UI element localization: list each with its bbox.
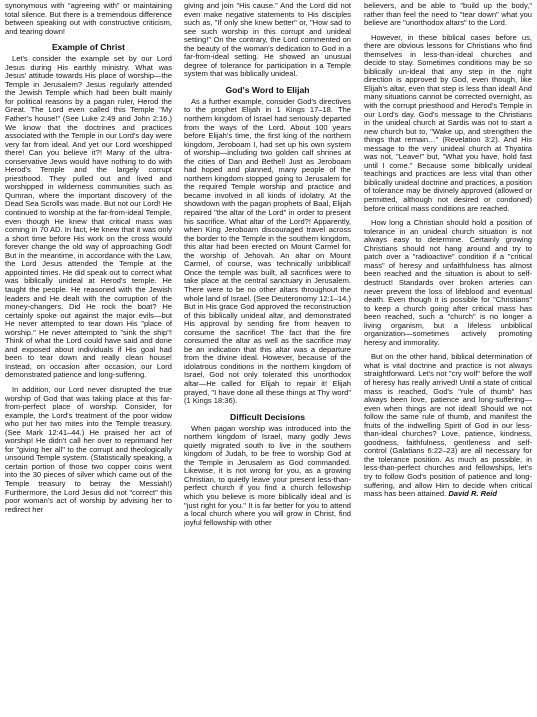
author-signature: David R. Reid: [448, 489, 497, 499]
body-paragraph: When pagan worship was introduced into the northern kingdom of Israel, many godly Jews quietly migrated south to live in the southern kingdom of Judah, to be free to worship God at the Temple in Jerusalem as God commanded. Likewise, it is not wrong for you, as a growing Christian, to quietly leave your present less-than-perfect church if you find a church fellowship which you believe is more biblically ideal and is "just right for you." It is far better for you to attend a local church where you will grow in Christ, find joyful fellowship with other: [184, 423, 351, 527]
column-middle: [184, 2, 351, 715]
body-paragraph: However, in these biblical cases before us, there are obvious lessons for Christians who find themselves in less-than-ideal churches and decide to stay. Sometimes conditions may be so biblically un-ideal that any step in the right direction is approved by God, even though, like Elijah's altar, even that step is less than ideal! And many situations cannot be corrected overnight, as with the corrupt priesthood and Herod's Temple in our Lord's day. God's message to the Christians in the unideal church at Sardis was not to start a new church but to, "Wake up, and strengthen the things that remain…" (Revelation 3:2). And His message to the very unideal church at Thyatira was not, "Leave!" but, "What you have, hold fast until I come." Because some biblically unideal teachings and practices are less vital than other biblically unideal doctrine and practices, a position of tolerance may be divinely approved (allowed or permitted, although not desired or condoned) before critical mass conditions are reached.: [364, 32, 532, 213]
body-paragraph: Let's consider the example set by our Lord Jesus during His earthly ministry. What was Jesus' attitude towards His place of worship—the Temple in Jerusalem? Jesus regularly attended the Jewish Temple which had been built mainly for political reasons by a pagan ruler, Herod the Great. The Lord even called this Temple "My Father's house!" (See Luke 2:49 and John 2:16.) We know that the doctrines and practices associated with the Temple in our Lord's day were very far from ideal. And yet our Lord worshipped there! Can you believe it?! Many of the ultra-conservative Jews would have nothing to do with Herod's Temple and the largely corrupt priesthood. They pulled out and lived and worshipped in wilderness communities such as Qumran, where the important discovery of the Dead Sea Scrolls was made. But not our Lord! He continued to worship at the far-from-ideal Temple, even though He knew that critical mass was coming in 70 AD. In fact, He knew that it was only a short time before His work on the cross would forever change the old way of approaching God! But in the meantime, in accordance with the Law, the Lord Jesus attended the Temple at the appointed times. He did speak out to correct what was biblically unideal at Herod's temple. He taught the people. He reasoned with the Jewish leaders and He dealt with the corruption of the money-changers. Did He rock the boat? He certainly spoke out against the major evils—but He never attempted to tear down His "place of worship." He never attempted to "sink the ship"! Think of what the Lord could have said and done and exposed about individuals if His goal had been to tear down and really clean house! Instead, on occasion after occasion, our Lord demonstrated patience and long-suffering.: [5, 54, 172, 380]
column-right: [364, 2, 532, 715]
body-paragraph: In addition, our Lord never disrupted the true worship of God that was taking place at this far-from-perfect place of worship. Consider, for example, the Lord's treatment of the poor widow who put her two mites into the Temple treasury. (See Mark 12:41–44.) He praised her act of worship! He didn't call her over to reprimand her for "giving her all" to the corrupt and theologically unsound Temple system. (Statistically speaking, a certain portion of those two copper coins went into the 30 pieces of silver which came out of the Temple treasury to betray the Messiah!) Furthermore, the Lord Jesus did not "correct" this poor woman's act of worship by advising her to redirect her: [5, 384, 172, 514]
body-paragraph: believers, and be able to "build up the body," rather than feel the need to "tear down" what you believe are "unorthodox altars" to the Lord.: [364, 2, 532, 28]
section-heading-gods-word-to-elijah: God's Word to Elijah: [225, 84, 310, 95]
intro-paragraph: synonymous with "agreeing with" or maintaining total silence. But there is a tremendous difference between speaking out with constructive criticism, and tearing down!: [5, 2, 172, 36]
body-paragraph: As a further example, consider God's directives to the prophet Elijah in 1 Kings 17–18. The northern kingdom of Israel had seriously departed from the ways of the Lord. About 100 years before Elijah's time, the first king of the northern kingdom, Jeroboam I, had set up his own system of worship—including two golden calf shrines at the cities of Dan and Bethel! Just as Jeroboam had hoped and planned, many people of the northern kingdom stopped going to Jerusalem for the required Temple worship and practice and became involved in all kinds of idolatry. At the showdown with the pagan prophets of Baal, Elijah repaired "the altar of the Lord" in order to present his sacrifice. What altar of the Lord?! Apparently, when King Jeroboam discouraged travel across the border to the Temple in the southern kingdom, this altar had been erected on Mount Carmel for the worship of Jehovah. An altar on Mount Carmel, of course, was technically unbiblical! Once the temple was built, all sacrifices were to take place at the central sanctuary in Jerusalem. There were to be no other altars throughout the whole land of Israel. (See Deuteronomy 12:1–14.) But in His grace God approved the reconstruction of this biblically unideal altar, and demonstrated His approval by sending fire from heaven to consume the sacrifice! The fact that the fire consumed the altar as well as the sacrifice may be an indication that this altar was a departure from the divine ideal. However, because of the idolatrous conditions in the northern kingdom of Israel, God not only tolerated this unorthodox altar—He called for Elijah to repair it! Elijah prayed, "I have done all these things at Thy word" (1 Kings 18:36).: [184, 96, 351, 406]
body-paragraph-final: [364, 353, 532, 498]
final-paragraph-text: But on the other hand, biblical determination of what is vital doctrine and practice is not always straightforward. Let's not "cry wolf" before the wolf of heresy has really arrived! Until a state of critical mass is reached, God's "rule of thumb" has always been love, patience and long-suffering—even when things are not ideal! Should we not follow the same rule of thumb, and manifest the fruits of the indwelling Spirit of God in our less-than-ideal churches? Love, patience, kindness, goodness, faithfulness, gentleness and self-control (Galatians 6:22–23) are all necessary for the tolerance position. As much as possible, in less-than-perfect churches and fellowships, let's try to follow God's position of patience and long-suffering, and allow Him to decide when critical mass has been attained.: [364, 352, 532, 499]
body-paragraph: giving and join "His cause." And the Lord did not even make negative statements to His disciples such as, "If only she knew better" or, "How sad to see such worship in this corrupt and unideal setting!" On the contrary, the Lord commented on the beauty of the woman's dedication to God in a far-from-ideal setting. He showed an unusual degree of tolerance for participation in a Temple system that was biblically unideal.: [184, 2, 351, 79]
section-heading-difficult-decisions: Difficult Decisions: [230, 411, 305, 422]
column-left: [5, 2, 172, 715]
section-heading-example-of-christ: Example of Christ: [51, 42, 126, 53]
body-paragraph: How long a Christian should hold a position of tolerance in an unideal church situation is not always easy to determine. Certainly growing Christians should not hang around and try to patch over a "radioactive" condition if a "critical mass" of heresy and unfaithfulness has almost been reached and the situation is about to self-destruct! Standards over broken arteries can never prevent the loss of lifeblood and eventual death. Even though it is possible for "Christians" to keep a church going after critical mass has been reached, such a "church" is no longer a living organism, but a lifeless unbiblical organization—sometimes actively promoting heresy and immorality.: [364, 218, 532, 347]
